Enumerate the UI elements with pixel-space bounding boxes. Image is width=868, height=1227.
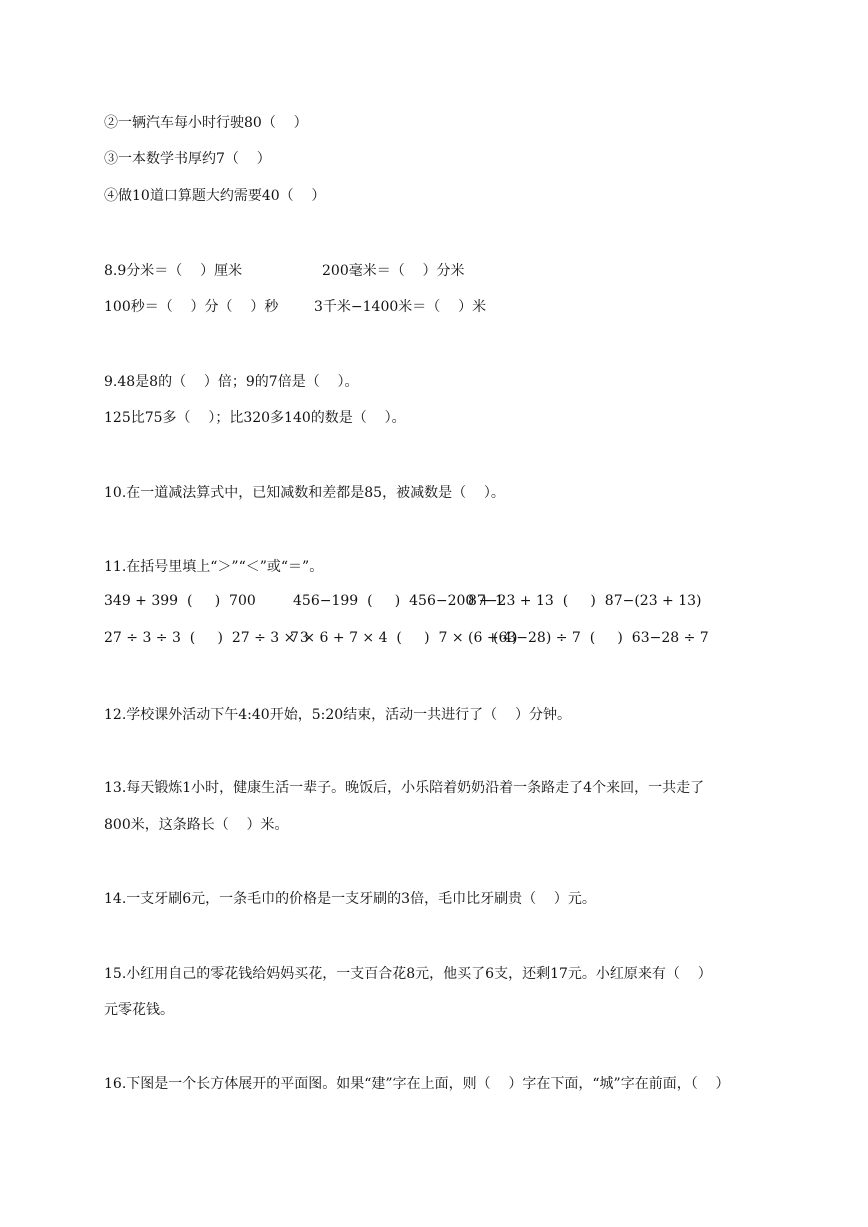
q8-part-b: 200毫米＝（ ）分米 (322, 263, 465, 279)
q11-row1-expr1: 349 + 399 ( ) 700 (104, 593, 256, 609)
q12-text: 12.学校课外活动下午4:40开始，5:20结束，活动一共进行了（ ）分钟。 (104, 707, 571, 723)
q8-part-c: 100秒＝（ ）分（ ）秒 (104, 299, 279, 315)
q8-part-d: 3千米−1400米＝（ ）米 (314, 299, 487, 315)
q11-row1-expr3: 87−23 + 13 ( ) 87−(23 + 13) (468, 593, 702, 609)
q8-part-a: 8.9分米＝（ ）厘米 (104, 263, 243, 279)
q13-line-2: 800米，这条路长（ ）米。 (104, 817, 289, 833)
q16-text: 16.下图是一个长方体展开的平面图。如果“建”字在上面，则（ ）字在下面，“城”字在前面，（ ） (104, 1076, 730, 1092)
q11-row1-expr2: 456−199 ( ) 456−200 + 1 (293, 593, 504, 609)
q13-line-1: 13.每天锻炼1小时，健康生活一辈子。晚饭后，小乐陪着奶奶沿着一条路走了4个来回，一共走了 (104, 780, 705, 796)
q15-line-1: 15.小红用自己的零花钱给妈妈买花，一支百合花8元，他买了6支，还剩17元。小红原来有（ ） (104, 966, 712, 982)
q9-line-2: 125比75多（ ）；比320多140的数是（ ）。 (104, 410, 406, 426)
q15-line-2: 元零花钱。 (104, 1002, 174, 1018)
q11-row2-expr1: 27 ÷ 3 ÷ 3 ( ) 27 ÷ 3 × 3 (104, 630, 309, 646)
q7-item-3: ③一本数学书厚约7（ ） (104, 151, 271, 167)
q11-row2-expr2: 7 × 6 + 7 × 4 ( ) 7 × (6 + 4) (290, 630, 518, 646)
q9-line-1: 9.48是8的（ ）倍；9的7倍是（ ）。 (104, 374, 359, 390)
q7-item-2: ②一辆汽车每小时行驶80（ ） (104, 115, 308, 131)
q11-row2-expr3: (63−28) ÷ 7 ( ) 63−28 ÷ 7 (493, 630, 709, 646)
q11-title: 11.在括号里填上“＞”“＜”或“＝”。 (104, 559, 324, 575)
q7-item-4: ④做10道口算题大约需要40（ ） (104, 188, 326, 204)
q14-text: 14.一支牙刷6元，一条毛巾的价格是一支牙刷的3倍，毛巾比牙刷贵（ ）元。 (104, 891, 596, 907)
q10-text: 10.在一道减法算式中，已知减数和差都是85，被减数是（ ）。 (104, 485, 505, 501)
